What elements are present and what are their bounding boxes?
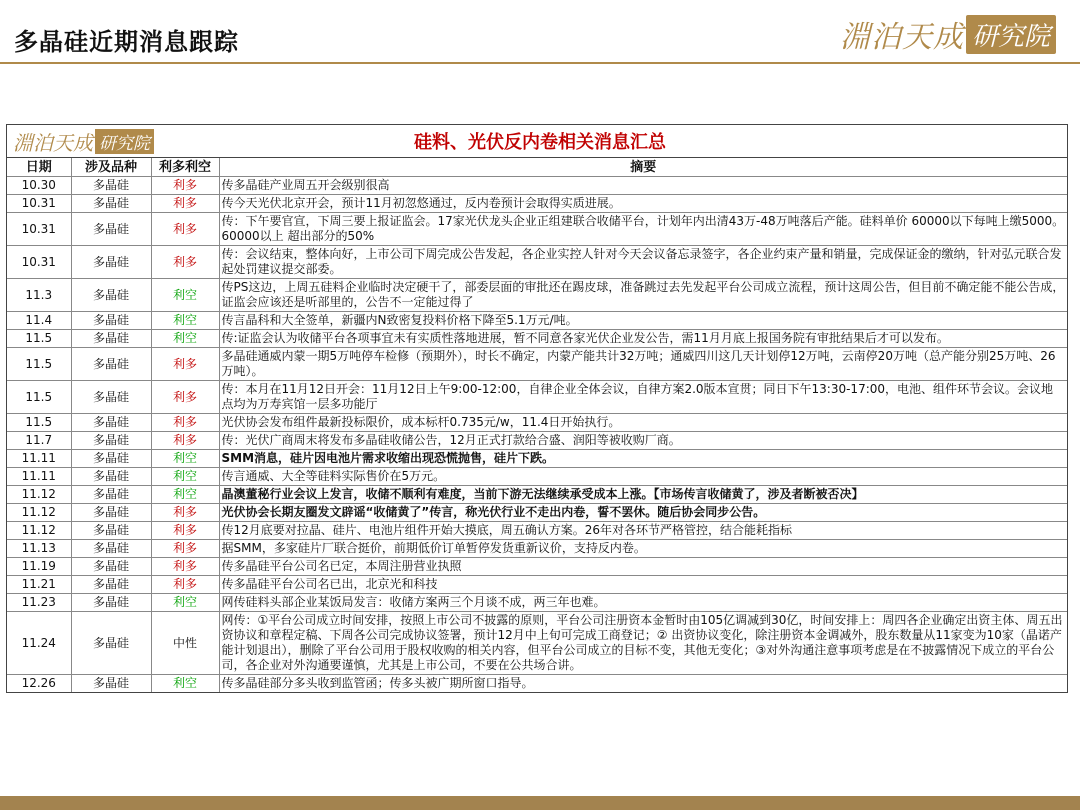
summary-cell: 传多晶硅平台公司名已定，本周注册营业执照 [219,558,1067,576]
table-row [7,213,1067,246]
sentiment-cell: 利空 [151,486,219,504]
sentiment-cell: 利空 [151,312,219,330]
summary-cell: 传多晶硅产业周五开会级别很高 [219,177,1067,195]
table-row [7,414,1067,432]
summary-cell: 传：下午要官宣，下周三要上报证监会。17家光伏龙头企业正组建联合收储平台，计划年内出清43万-48万吨落后产能。硅料单价 60000以下每吨上缴5000。60000以上 超出部分的50% [219,213,1067,246]
column-header-date: 日期 [7,158,71,177]
date-cell: 12.26 [7,675,71,693]
kind-cell: 多晶硅 [71,312,151,330]
sentiment-cell: 利多 [151,558,219,576]
kind-cell: 多晶硅 [71,450,151,468]
date-cell: 11.11 [7,450,71,468]
sentiment-cell: 利多 [151,195,219,213]
kind-cell: 多晶硅 [71,414,151,432]
sentiment-cell: 利多 [151,432,219,450]
kind-cell: 多晶硅 [71,279,151,312]
kind-cell: 多晶硅 [71,540,151,558]
summary-cell: 传多晶硅部分多头收到监管函；传多头被广期所窗口指导。 [219,675,1067,693]
sheet-header [7,125,1067,158]
sentiment-cell: 利空 [151,594,219,612]
table-row [7,558,1067,576]
sentiment-cell: 利空 [151,468,219,486]
date-cell: 11.12 [7,522,71,540]
table-row [7,177,1067,195]
summary-cell: 传PS这边，上周五硅料企业临时决定硬干了，部委层面的审批还在踢皮球，准备跳过去先发起平台公司成立流程，预计这周公告，但目前不确定能不能公告成，证监会应该还是听部里的，公告不一定能过得了 [219,279,1067,312]
summary-cell: SMM消息，硅片因电池片需求收缩出现恐慌抛售，硅片下跌。 [219,450,1067,468]
date-cell: 11.11 [7,468,71,486]
column-header-summary: 摘要 [219,158,1067,177]
footer-bar [0,796,1080,810]
kind-cell: 多晶硅 [71,195,151,213]
date-cell: 11.24 [7,612,71,675]
date-cell: 11.7 [7,432,71,450]
summary-cell: 网传硅料头部企业某饭局发言：收储方案两三个月谈不成，两三年也难。 [219,594,1067,612]
date-cell: 10.31 [7,195,71,213]
summary-cell: 传：光伏广商周末将发布多晶硅收储公告，12月正式打款给合盛、润阳等被收购厂商。 [219,432,1067,450]
date-cell: 11.12 [7,504,71,522]
table-row [7,246,1067,279]
date-cell: 11.13 [7,540,71,558]
sentiment-cell: 利多 [151,246,219,279]
table-row [7,348,1067,381]
table-row [7,522,1067,540]
kind-cell: 多晶硅 [71,213,151,246]
table-row [7,312,1067,330]
summary-cell: 光伏协会发布组件最新投标限价，成本标杆0.735元/w，11.4日开始执行。 [219,414,1067,432]
kind-cell: 多晶硅 [71,675,151,693]
sentiment-cell: 利多 [151,381,219,414]
kind-cell: 多晶硅 [71,432,151,450]
kind-cell: 多晶硅 [71,594,151,612]
kind-cell: 多晶硅 [71,177,151,195]
table-row [7,594,1067,612]
sentiment-cell: 利空 [151,330,219,348]
table-body [7,177,1067,693]
table-row [7,540,1067,558]
date-cell: 11.12 [7,486,71,504]
sentiment-cell: 中性 [151,612,219,675]
sentiment-cell: 利多 [151,213,219,246]
table-row [7,195,1067,213]
news-sheet [6,124,1068,693]
kind-cell: 多晶硅 [71,381,151,414]
news-table [7,158,1067,692]
column-header-kind: 涉及品种 [71,158,151,177]
kind-cell: 多晶硅 [71,558,151,576]
table-row [7,468,1067,486]
kind-cell: 多晶硅 [71,246,151,279]
sentiment-cell: 利多 [151,414,219,432]
table-row [7,576,1067,594]
brand-logo-box: 研究院 [966,15,1056,54]
summary-cell: 传：会议结束，整体向好，上市公司下周完成公告发起，各企业实控人针对今天会议备忘录签字，各企业约束产量和销量，完成保证金的缴纳，针对弘元联合发起处罚建议提交部委。 [219,246,1067,279]
sentiment-cell: 利多 [151,522,219,540]
kind-cell: 多晶硅 [71,522,151,540]
sheet-title: 硅料、光伏反内卷相关消息汇总 [414,132,666,153]
table-header-row [7,158,1067,177]
date-cell: 11.5 [7,330,71,348]
table-row [7,279,1067,312]
sentiment-cell: 利空 [151,675,219,693]
page-title: 多晶硅近期消息跟踪 [14,27,239,56]
date-cell: 11.5 [7,381,71,414]
kind-cell: 多晶硅 [71,468,151,486]
date-cell: 11.5 [7,348,71,381]
table-row [7,330,1067,348]
sentiment-cell: 利多 [151,348,219,381]
date-cell: 11.4 [7,312,71,330]
table-row [7,675,1067,693]
column-header-sentiment: 利多利空 [151,158,219,177]
summary-cell: 晶澳董秘行业会议上发言，收储不顺利有难度，当前下游无法继续承受成本上涨。【市场传言收储黄了，涉及者断被否决】 [219,486,1067,504]
sheet-logo-text: 淵泊天成 [13,130,93,155]
sentiment-cell: 利多 [151,504,219,522]
sentiment-cell: 利多 [151,540,219,558]
summary-cell: 传12月底要对拉晶、硅片、电池片组件开始大摸底，周五确认方案。26年对各环节严格管控，结合能耗指标 [219,522,1067,540]
summary-cell: 传言通威、大全等硅料实际售价在5万元。 [219,468,1067,486]
date-cell: 11.19 [7,558,71,576]
table-row [7,450,1067,468]
sentiment-cell: 利空 [151,279,219,312]
summary-cell: 传多晶硅平台公司名已出，北京光和科技 [219,576,1067,594]
sheet-logo [7,127,225,156]
summary-cell: 网传：①平台公司成立时间安排，按照上市公司不披露的原则，平台公司注册资本金暂时由105亿调减到30亿，时间安排上：周四各企业确定出资主体、周五出资协议和章程定稿、下周各公司完成协议签署，预计12月中上旬可完成工商登记；② 出资协议变化，除注册资本金调减外，股东数量从11家变为10家（晶诺产能计划退出），删除了平台公司用于股权收购的相关内容，但平台公司成立的目标不变，其他无变化；③对外沟通注意事项考虑是在不披露情况下成立的平台公司，各企业对外沟通要谨慎，尤其是上市公司，不要在公共场合讲。 [219,612,1067,675]
summary-cell: 多晶硅通威内蒙一期5万吨停车检修（预期外），时长不确定，内蒙产能共计32万吨；通威四川这几天计划停12万吨，云南停20万吨（总产能分别25万吨、26万吨）。 [219,348,1067,381]
brand-logo-text: 淵泊天成 [839,20,964,55]
date-cell: 11.23 [7,594,71,612]
table-row [7,432,1067,450]
kind-cell: 多晶硅 [71,576,151,594]
date-cell: 10.30 [7,177,71,195]
summary-cell: 传：本月在11月12日开会：11月12日上午9:00-12:00，自律企业全体会议，自律方案2.0版本宣贯；同日下午13:30-17:00，电池、组件环节会议。会议地点均为万寿宾馆一层多功能厅 [219,381,1067,414]
sentiment-cell: 利多 [151,576,219,594]
table-row [7,381,1067,414]
date-cell: 11.3 [7,279,71,312]
summary-cell: 传言晶科和大全签单，新疆内N致密复投料价格下降至5.1万元/吨。 [219,312,1067,330]
brand-logo [840,12,1056,56]
sheet-logo-box: 研究院 [95,129,154,154]
date-cell: 10.31 [7,213,71,246]
kind-cell: 多晶硅 [71,330,151,348]
summary-cell: 光伏协会长期友圈发文辟谣“收储黄了”传言，称光伏行业不走出内卷，誓不罢休。随后协会同步公告。 [219,504,1067,522]
table-row [7,612,1067,675]
date-cell: 11.5 [7,414,71,432]
header-divider [0,62,1080,64]
summary-cell: 传:证监会认为收储平台各项事宜未有实质性落地进展，暂不同意各家光伏企业发公告，需11月月底上报国务院有审批结果后才可以发布。 [219,330,1067,348]
summary-cell: 据SMM，多家硅片厂联合挺价，前期低价订单暂停发货重新议价，支持反内卷。 [219,540,1067,558]
kind-cell: 多晶硅 [71,486,151,504]
summary-cell: 传今天光伏北京开会，预计11月初忽悠通过，反内卷预计会取得实质进展。 [219,195,1067,213]
table-row [7,504,1067,522]
date-cell: 10.31 [7,246,71,279]
kind-cell: 多晶硅 [71,348,151,381]
table-row [7,486,1067,504]
kind-cell: 多晶硅 [71,612,151,675]
sentiment-cell: 利多 [151,177,219,195]
kind-cell: 多晶硅 [71,504,151,522]
sentiment-cell: 利空 [151,450,219,468]
date-cell: 11.21 [7,576,71,594]
